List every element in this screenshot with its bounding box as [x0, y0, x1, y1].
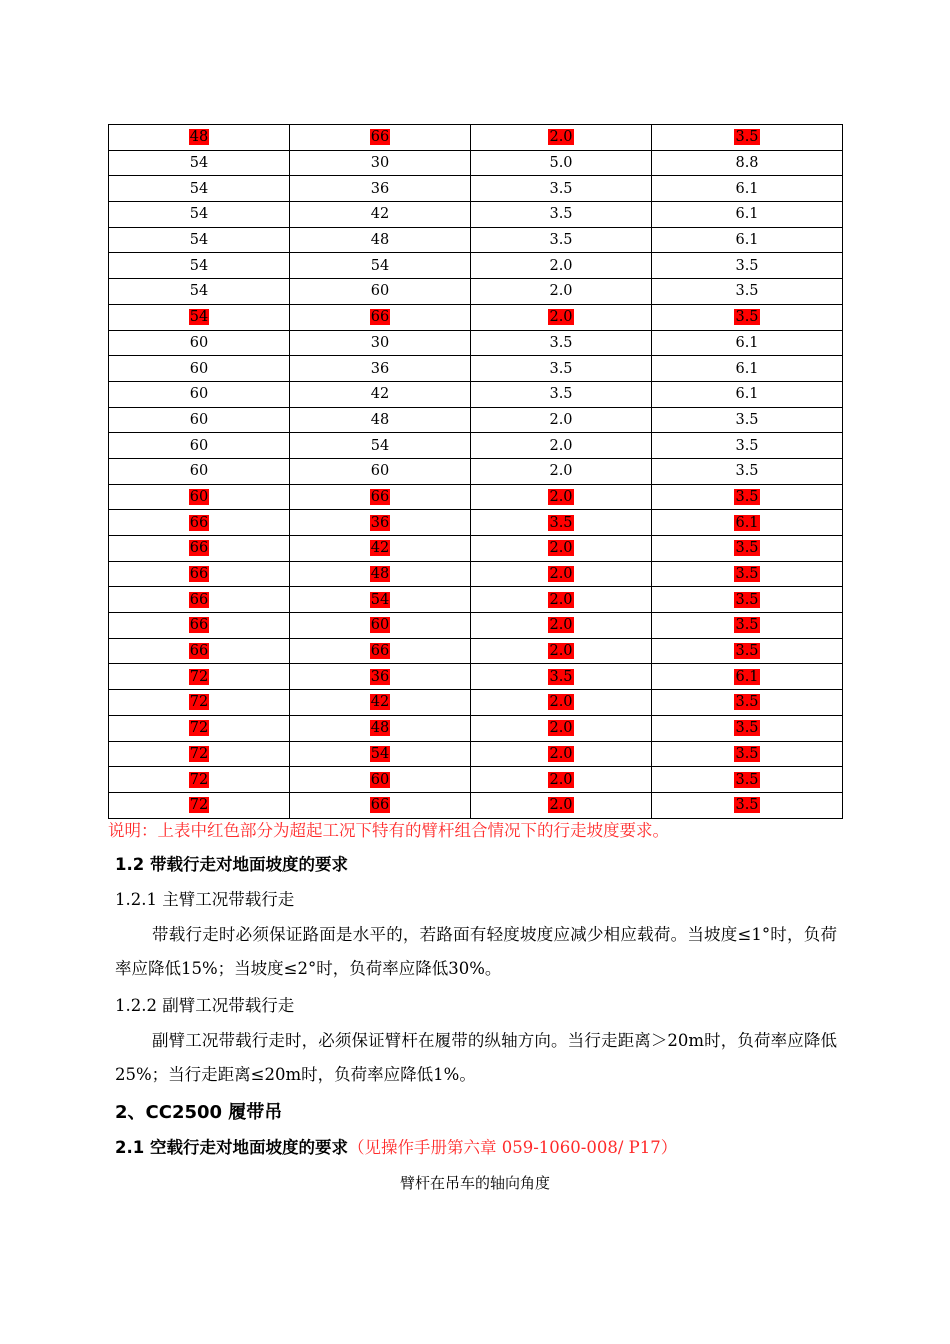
- cell-value: 3.5: [549, 180, 573, 197]
- cell-value: 72: [189, 797, 209, 814]
- table-cell: [471, 227, 652, 253]
- table-cell: [652, 561, 843, 587]
- cell-value: 54: [370, 437, 390, 454]
- cell-value: 3.5: [549, 232, 573, 249]
- table-cell: [471, 407, 652, 433]
- cell-value: 54: [189, 155, 209, 172]
- table-cell: [109, 227, 290, 253]
- table-row: [109, 792, 843, 818]
- table-cell: [109, 690, 290, 716]
- table-cell: [290, 304, 471, 330]
- section-2-1-heading-line: [115, 1136, 677, 1160]
- cell-value: 6.1: [735, 514, 759, 531]
- table-cell: [109, 715, 290, 741]
- cell-value: 2.0: [549, 129, 573, 146]
- cell-value: 6.1: [735, 360, 759, 377]
- table-cell: [109, 484, 290, 510]
- table-row: [109, 510, 843, 536]
- table-row: [109, 741, 843, 767]
- table-cell: [652, 125, 843, 151]
- cell-value: 3.5: [735, 617, 759, 634]
- cell-value: 2.0: [549, 591, 573, 608]
- table-cell: [471, 150, 652, 176]
- cell-value: 3.5: [735, 463, 759, 480]
- table-cell: [652, 227, 843, 253]
- table-row: [109, 381, 843, 407]
- table-cell: [471, 715, 652, 741]
- cell-value: 48: [370, 411, 390, 428]
- cell-value: 36: [370, 360, 390, 377]
- table-cell: [471, 561, 652, 587]
- cell-value: 66: [189, 566, 209, 583]
- table-cell: [471, 176, 652, 202]
- cell-value: 2.0: [549, 771, 573, 788]
- table-cell: [109, 561, 290, 587]
- cell-value: 66: [189, 591, 209, 608]
- cell-value: 3.5: [549, 514, 573, 531]
- table-cell: [109, 125, 290, 151]
- cell-value: 72: [189, 745, 209, 762]
- cell-value: 42: [370, 540, 390, 557]
- cell-value: 72: [189, 720, 209, 737]
- cell-value: 48: [370, 232, 390, 249]
- cell-value: 54: [189, 206, 209, 223]
- table-cell: [652, 279, 843, 305]
- cell-value: 54: [189, 257, 209, 274]
- table-cell: [471, 330, 652, 356]
- table-cell: [290, 767, 471, 793]
- table-row: [109, 587, 843, 613]
- cell-value: 3.5: [549, 334, 573, 351]
- table-cell: [109, 253, 290, 279]
- table-row: [109, 767, 843, 793]
- table-cell: [290, 407, 471, 433]
- cell-value: 36: [370, 668, 390, 685]
- table-cell: [652, 510, 843, 536]
- table-cell: [652, 407, 843, 433]
- cell-value: 60: [370, 283, 390, 300]
- table-cell: [109, 279, 290, 305]
- cell-value: 2.0: [549, 488, 573, 505]
- table-row: [109, 664, 843, 690]
- cell-value: 8.8: [735, 155, 759, 172]
- table-cell: [652, 356, 843, 382]
- cell-value: 60: [189, 386, 209, 403]
- table-cell: [109, 433, 290, 459]
- table-row: [109, 536, 843, 562]
- cell-value: 2.0: [549, 745, 573, 762]
- cell-value: 3.5: [735, 257, 759, 274]
- section-1-2-1-heading: 1.2.1 主臂工况带载行走: [115, 890, 295, 909]
- table-cell: [109, 613, 290, 639]
- table-cell: [109, 304, 290, 330]
- figure-caption: 臂杆在吊车的轴向角度: [399, 1174, 550, 1192]
- table-row: [109, 561, 843, 587]
- table-row: [109, 176, 843, 202]
- table-cell: [109, 536, 290, 562]
- table-cell: [290, 253, 471, 279]
- cell-value: 60: [189, 411, 209, 428]
- table-cell: [109, 330, 290, 356]
- cell-value: 3.5: [735, 745, 759, 762]
- cell-value: 3.5: [735, 643, 759, 660]
- slope-table: [108, 124, 843, 819]
- table-cell: [109, 587, 290, 613]
- table-row: [109, 638, 843, 664]
- cell-value: 2.0: [549, 463, 573, 480]
- table-cell: [652, 690, 843, 716]
- cell-value: 3.5: [735, 771, 759, 788]
- table-cell: [290, 433, 471, 459]
- table-cell: [290, 690, 471, 716]
- section-1-2-2-paragraph: 副臂工况带载行走时，必须保证臂杆在履带的纵轴方向。当行走距离＞20m时，负荷率应降低25%；当行走距离≤20m时，负荷率应降低1%。: [115, 1031, 837, 1084]
- cell-value: 54: [189, 283, 209, 300]
- table-cell: [652, 613, 843, 639]
- cell-value: 66: [370, 129, 390, 146]
- table-cell: [290, 613, 471, 639]
- cell-value: 66: [370, 643, 390, 660]
- cell-value: 3.5: [735, 797, 759, 814]
- cell-value: 72: [189, 668, 209, 685]
- table-cell: [471, 536, 652, 562]
- table-cell: [109, 407, 290, 433]
- table-cell: [290, 150, 471, 176]
- table-cell: [471, 792, 652, 818]
- cell-value: 48: [370, 720, 390, 737]
- table-row: [109, 279, 843, 305]
- table-cell: [290, 279, 471, 305]
- cell-value: 2.0: [549, 720, 573, 737]
- cell-value: 72: [189, 771, 209, 788]
- table-cell: [652, 715, 843, 741]
- cell-value: 54: [370, 591, 390, 608]
- table-row: [109, 484, 843, 510]
- cell-value: 54: [370, 257, 390, 274]
- table-cell: [471, 613, 652, 639]
- cell-value: 2.0: [549, 694, 573, 711]
- table-cell: [290, 561, 471, 587]
- section-2-1-heading: 2.1 空载行走对地面坡度的要求: [115, 1138, 348, 1157]
- table-cell: [652, 304, 843, 330]
- cell-value: 3.5: [735, 591, 759, 608]
- table-cell: [471, 587, 652, 613]
- cell-value: 66: [189, 540, 209, 557]
- table-row: [109, 125, 843, 151]
- cell-value: 48: [370, 566, 390, 583]
- cell-value: 2.0: [549, 309, 573, 326]
- cell-value: 2.0: [549, 617, 573, 634]
- table-cell: [652, 202, 843, 228]
- cell-value: 2.0: [549, 540, 573, 557]
- cell-value: 60: [189, 360, 209, 377]
- table-row: [109, 330, 843, 356]
- cell-value: 42: [370, 694, 390, 711]
- cell-value: 6.1: [735, 206, 759, 223]
- cell-value: 3.5: [735, 437, 759, 454]
- cell-value: 2.0: [549, 437, 573, 454]
- table-cell: [109, 638, 290, 664]
- table-cell: [471, 433, 652, 459]
- cell-value: 3.5: [735, 488, 759, 505]
- table-cell: [290, 741, 471, 767]
- section-2-heading: 2、CC2500 履带吊: [115, 1102, 283, 1123]
- slope-table-body: [109, 125, 843, 819]
- cell-value: 3.5: [549, 206, 573, 223]
- section-1-2-heading: 1.2 带载行走对地面坡度的要求: [115, 855, 348, 874]
- table-cell: [652, 741, 843, 767]
- cell-value: 3.5: [735, 720, 759, 737]
- cell-value: 3.5: [735, 283, 759, 300]
- table-cell: [290, 536, 471, 562]
- table-cell: [109, 381, 290, 407]
- table-cell: [652, 664, 843, 690]
- table-cell: [290, 458, 471, 484]
- cell-value: 66: [370, 488, 390, 505]
- table-cell: [471, 304, 652, 330]
- table-cell: [290, 227, 471, 253]
- cell-value: 6.1: [735, 180, 759, 197]
- table-cell: [471, 279, 652, 305]
- table-cell: [290, 484, 471, 510]
- cell-value: 54: [189, 180, 209, 197]
- table-cell: [652, 330, 843, 356]
- cell-value: 66: [189, 617, 209, 634]
- table-cell: [290, 587, 471, 613]
- table-cell: [652, 587, 843, 613]
- table-cell: [471, 458, 652, 484]
- table-row: [109, 356, 843, 382]
- table-cell: [109, 356, 290, 382]
- table-cell: [471, 638, 652, 664]
- table-cell: [109, 664, 290, 690]
- cell-value: 2.0: [549, 566, 573, 583]
- cell-value: 2.0: [549, 411, 573, 428]
- table-cell: [290, 381, 471, 407]
- cell-value: 2.0: [549, 643, 573, 660]
- table-cell: [290, 176, 471, 202]
- table-cell: [109, 741, 290, 767]
- cell-value: 36: [370, 514, 390, 531]
- cell-value: 5.0: [549, 155, 573, 172]
- cell-value: 60: [370, 617, 390, 634]
- cell-value: 2.0: [549, 257, 573, 274]
- table-cell: [471, 253, 652, 279]
- table-cell: [471, 664, 652, 690]
- table-row: [109, 458, 843, 484]
- table-cell: [652, 536, 843, 562]
- table-row: [109, 202, 843, 228]
- cell-value: 3.5: [735, 129, 759, 146]
- cell-value: 3.5: [549, 386, 573, 403]
- table-row: [109, 304, 843, 330]
- cell-value: 3.5: [549, 360, 573, 377]
- table-cell: [652, 381, 843, 407]
- table-row: [109, 433, 843, 459]
- table-cell: [109, 792, 290, 818]
- cell-value: 3.5: [735, 694, 759, 711]
- cell-value: 42: [370, 386, 390, 403]
- cell-value: 72: [189, 694, 209, 711]
- section-1-2-2-heading: 1.2.2 副臂工况带载行走: [115, 996, 295, 1015]
- table-cell: [471, 381, 652, 407]
- table-cell: [290, 125, 471, 151]
- table-cell: [652, 484, 843, 510]
- cell-value: 30: [370, 155, 390, 172]
- cell-value: 60: [189, 463, 209, 480]
- manual-reference: （见操作手册第六章 059-1060-008/ P17）: [347, 1138, 678, 1157]
- cell-value: 6.1: [735, 334, 759, 351]
- cell-value: 3.5: [549, 668, 573, 685]
- table-cell: [109, 458, 290, 484]
- table-cell: [109, 510, 290, 536]
- table-cell: [109, 767, 290, 793]
- cell-value: 6.1: [735, 386, 759, 403]
- table-cell: [652, 176, 843, 202]
- table-cell: [290, 715, 471, 741]
- table-cell: [109, 176, 290, 202]
- cell-value: 30: [370, 334, 390, 351]
- table-cell: [471, 690, 652, 716]
- cell-value: 36: [370, 180, 390, 197]
- table-cell: [652, 150, 843, 176]
- cell-value: 3.5: [735, 566, 759, 583]
- table-cell: [652, 458, 843, 484]
- cell-value: 54: [189, 232, 209, 249]
- cell-value: 6.1: [735, 668, 759, 685]
- table-cell: [290, 792, 471, 818]
- cell-value: 42: [370, 206, 390, 223]
- table-row: [109, 150, 843, 176]
- table-cell: [471, 356, 652, 382]
- table-cell: [471, 202, 652, 228]
- table-row: [109, 253, 843, 279]
- table-row: [109, 613, 843, 639]
- table-note: 说明：上表中红色部分为超起工况下特有的臂杆组合情况下的行走坡度要求。: [108, 821, 669, 840]
- table-cell: [652, 792, 843, 818]
- table-cell: [471, 484, 652, 510]
- cell-value: 3.5: [735, 411, 759, 428]
- cell-value: 66: [370, 797, 390, 814]
- table-cell: [471, 125, 652, 151]
- cell-value: 66: [189, 514, 209, 531]
- table-cell: [290, 638, 471, 664]
- table-row: [109, 227, 843, 253]
- section-1-2-1-paragraph: 带载行走时必须保证路面是水平的，若路面有轻度坡度应减少相应载荷。当坡度≤1°时，负荷率应降低15%；当坡度≤2°时，负荷率应降低30%。: [115, 925, 837, 978]
- table-cell: [290, 510, 471, 536]
- table-cell: [290, 664, 471, 690]
- cell-value: 48: [189, 129, 209, 146]
- cell-value: 60: [189, 334, 209, 351]
- table-row: [109, 407, 843, 433]
- table-cell: [290, 202, 471, 228]
- cell-value: 66: [370, 309, 390, 326]
- cell-value: 6.1: [735, 232, 759, 249]
- table-row: [109, 715, 843, 741]
- cell-value: 2.0: [549, 797, 573, 814]
- table-cell: [652, 638, 843, 664]
- table-cell: [652, 253, 843, 279]
- table-cell: [290, 356, 471, 382]
- table-cell: [652, 767, 843, 793]
- table-cell: [109, 150, 290, 176]
- table-cell: [471, 741, 652, 767]
- table-cell: [109, 202, 290, 228]
- cell-value: 2.0: [549, 283, 573, 300]
- table-cell: [471, 767, 652, 793]
- cell-value: 66: [189, 643, 209, 660]
- cell-value: 60: [189, 488, 209, 505]
- cell-value: 54: [370, 745, 390, 762]
- cell-value: 3.5: [735, 540, 759, 557]
- table-cell: [471, 510, 652, 536]
- cell-value: 60: [370, 771, 390, 788]
- cell-value: 60: [370, 463, 390, 480]
- cell-value: 3.5: [735, 309, 759, 326]
- table-row: [109, 690, 843, 716]
- cell-value: 60: [189, 437, 209, 454]
- table-cell: [652, 433, 843, 459]
- table-cell: [290, 330, 471, 356]
- cell-value: 54: [189, 309, 209, 326]
